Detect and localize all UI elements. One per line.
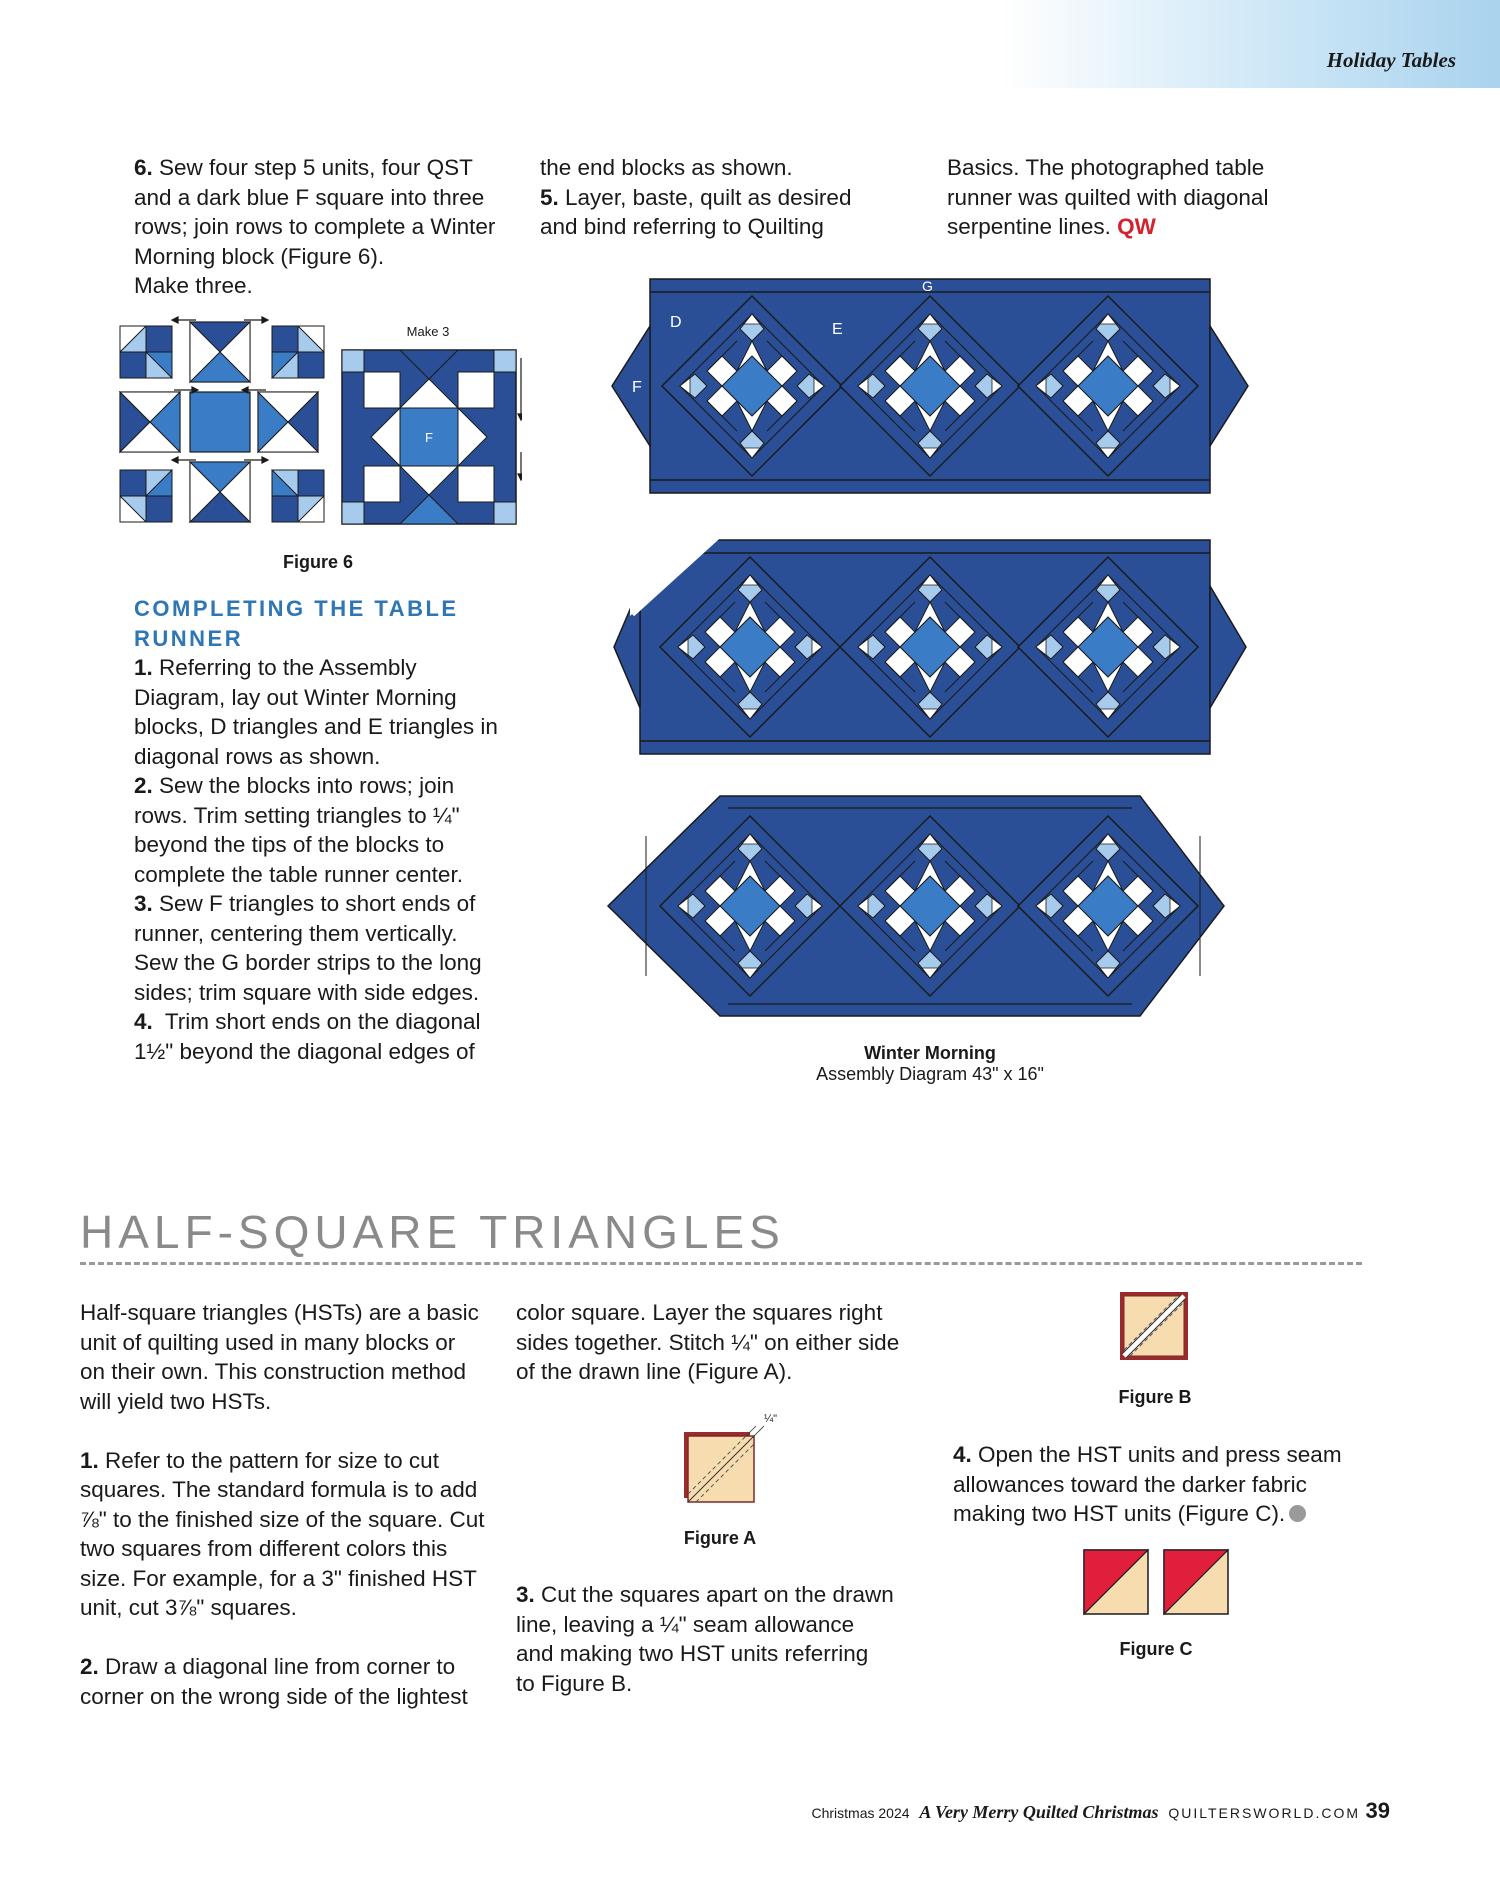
- step-number: 1.: [134, 655, 153, 680]
- label-d: D: [670, 314, 682, 331]
- section-divider: [80, 1262, 1362, 1265]
- end-mark-icon: [1289, 1505, 1306, 1522]
- hst-col-1: Half-square triangles (HSTs) are a basic unit of quilting used in many blocks or on their own. This construction method will yield two HSTs. 1. Refer to the pattern for size to cut squares. The standard formula is to add ⅞" to the finished size of the square. Cut two squares from different colors this size. For example, for a 3" finished HST unit, cut 3⅞" squares. 2. Draw a diagonal line from corner to corner on the wrong side of the lightest: [80, 1300, 485, 1709]
- magazine-title: A Very Merry Quilted Christmas: [919, 1802, 1159, 1822]
- step-number: 5.: [540, 184, 559, 210]
- label-e: E: [832, 321, 843, 338]
- section-title: Holiday Tables: [1326, 48, 1456, 72]
- step-number: 2.: [80, 1654, 99, 1679]
- qw-mark: QW: [1117, 214, 1156, 239]
- hst-unit: [1084, 1550, 1148, 1614]
- label-g: G: [922, 278, 933, 294]
- label-f: F: [632, 379, 642, 396]
- hst-unit: [1164, 1550, 1228, 1614]
- section-heading: COMPLETING THE TABLE: [134, 596, 459, 621]
- page-footer: [811, 1802, 1360, 1823]
- f-square-label: F: [425, 430, 433, 445]
- assembly-row-2: [614, 534, 1246, 754]
- step-number: 4.: [953, 1442, 972, 1467]
- step-number: 3.: [134, 891, 153, 916]
- step-number: 1.: [80, 1447, 99, 1473]
- assembly-row-3: [608, 796, 1224, 1016]
- figure-a-caption: Figure A: [683, 1528, 757, 1548]
- assembly-row-1: [612, 278, 1248, 493]
- figure-6-diagram: [118, 312, 522, 534]
- figure-6-caption: Figure 6: [282, 552, 353, 572]
- hst-col-2-bottom: 3. Cut the squares apart on the drawn line, leaving a ¼" seam allowance and making two HST units referring to Figure B.: [516, 1582, 894, 1696]
- quilting-note: Basics. The photographed table runner was quilted with diagonal serpentine lines. QW: [947, 155, 1269, 239]
- hst-col-3: 4. Open the HST units and press seam allowances toward the darker fabric making two HST units (Figure C).: [953, 1442, 1342, 1526]
- completing-section: COMPLETING THE TABLE RUNNER 1. Referring to the Assembly Diagram, lay out Winter Morning blocks, D triangles and E triangles in diagonal rows as shown. 2. Sew the blocks into rows; join rows. Trim setting triangles to ¼" beyond the tips of the blocks to complete the table runner center. 3. Sew F triangles to short ends of runner, centering them vertically. Sew the G border strips to the long sides; trim square with side edges. 4. Trim short ends on the diagonal 1½" beyond the diagonal edges of: [134, 594, 534, 1066]
- step-number: 3.: [516, 1582, 535, 1607]
- hst-heading: HALF-SQUARE TRIANGLES: [80, 1206, 785, 1258]
- website: QUILTERSWORLD.COM: [1168, 1805, 1360, 1821]
- step-5-text: the end blocks as shown. 5. Layer, baste, quilt as desired and bind referring to Quilting: [540, 155, 852, 239]
- assembly-caption: Winter Morning Assembly Diagram 43" x 16": [816, 1043, 1044, 1084]
- step-number: 6.: [134, 155, 153, 180]
- figure-c-diagram: [1082, 1548, 1234, 1618]
- make-count: Make 3: [406, 324, 450, 339]
- step-6-text: 6. Sew four step 5 units, four QST and a dark blue F square into three rows; join rows to complete a Winter Morning block (Figure 6). Make three.: [134, 155, 496, 298]
- header-band: [1000, 0, 1500, 88]
- hst-col-2-top: color square. Layer the squares right sides together. Stitch ¼" on either side of the drawn line (Figure A).: [516, 1300, 900, 1384]
- step-number: 2.: [134, 773, 153, 798]
- figure-a-diagram: [680, 1408, 790, 1508]
- issue-label: Christmas 2024: [811, 1805, 910, 1821]
- figure-b-diagram: [1116, 1288, 1196, 1362]
- figure-b-caption: Figure B: [1118, 1387, 1192, 1407]
- assembly-diagram: [600, 270, 1260, 1040]
- figure-c-caption: Figure C: [1119, 1639, 1193, 1659]
- quarter-inch-label: ¼": [764, 1413, 778, 1425]
- page-number: 39: [1365, 1798, 1390, 1823]
- step-number: 4.: [134, 1009, 153, 1034]
